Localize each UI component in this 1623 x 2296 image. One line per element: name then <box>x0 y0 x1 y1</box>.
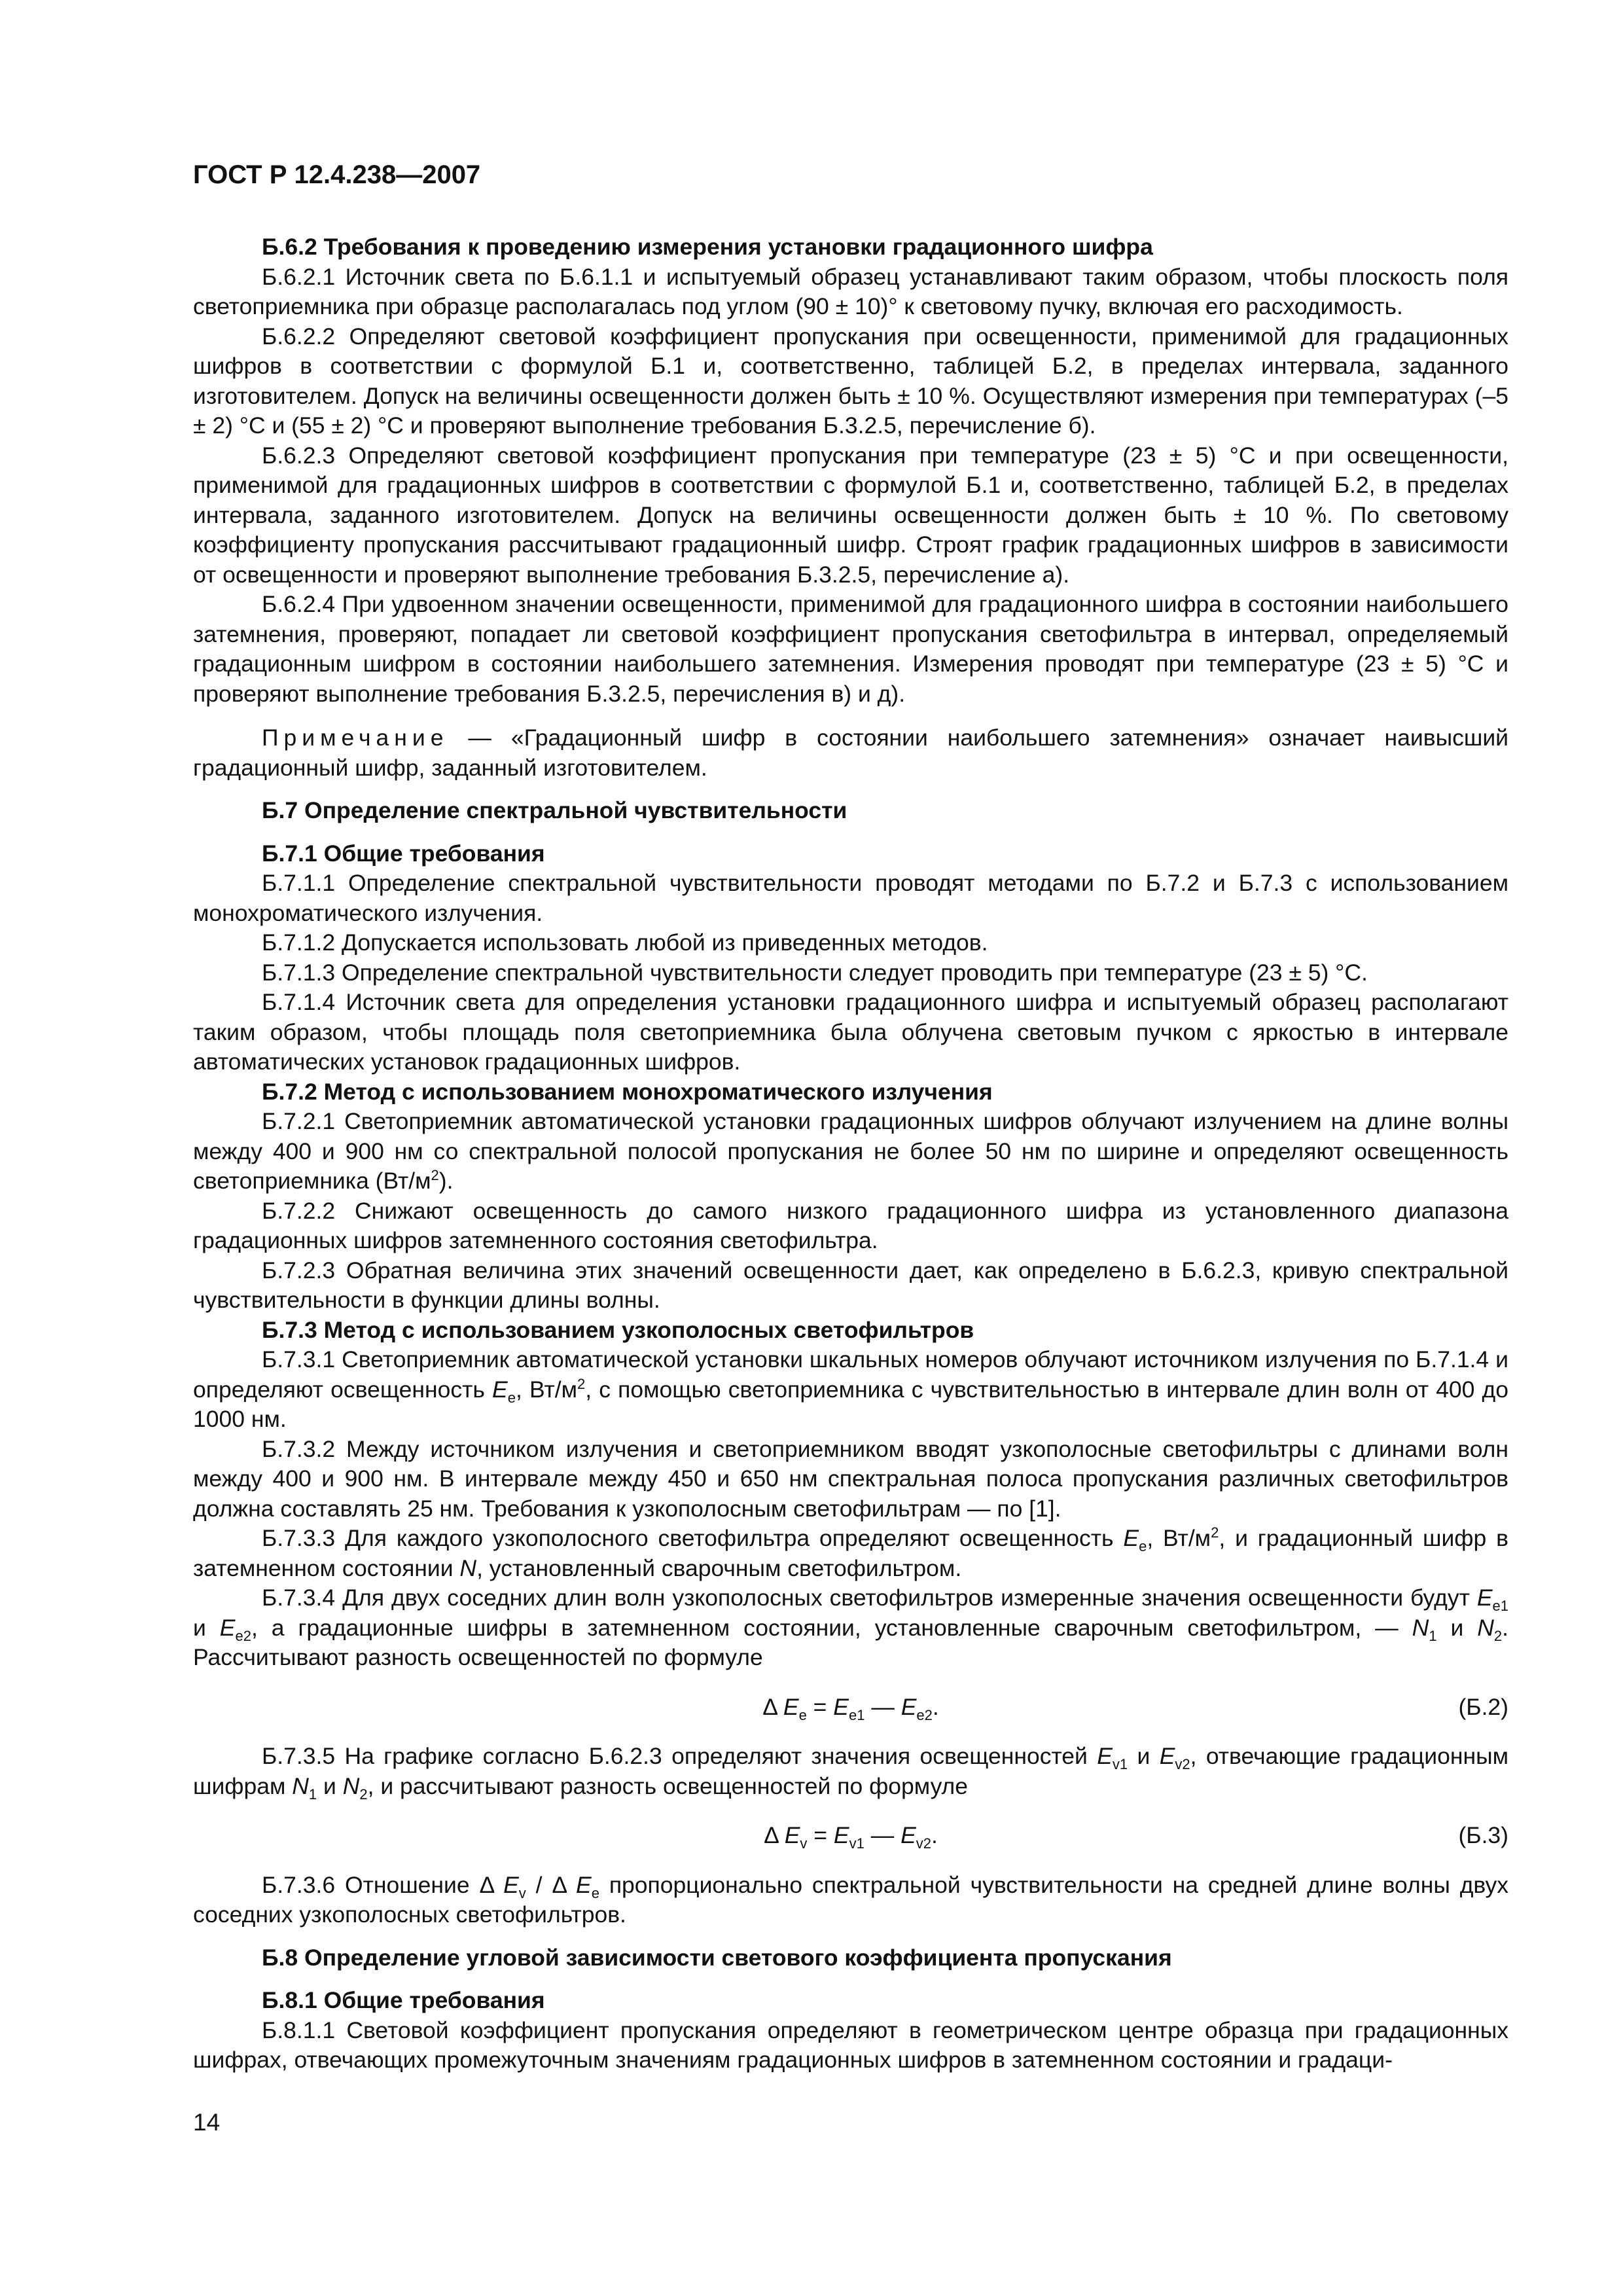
formula-b2-number: (Б.2) <box>1458 1693 1508 1720</box>
paragraph-b721 <box>193 1107 1508 1196</box>
paragraph-b621: Б.6.2.1 Источник света по Б.6.1.1 и испытуемый образец устанавливают таким образом, чтобы плоскость поля светоприемника при образце располагалась под углом (90 ± 10)° к световому пучку, включая его расходимость. <box>193 263 1508 319</box>
heading-b7: Б.7 Определение спектральной чувствительности <box>262 797 847 823</box>
paragraph-b722: Б.7.2.2 Снижают освещенность до самого низкого градационного шифра из установленного диапазона градационных шифров затемненного состояния светофильтра. <box>193 1197 1508 1253</box>
formula-b3-number: (Б.3) <box>1458 1822 1508 1848</box>
paragraph-b735-mid: , отвечающие градационным шифрам <box>193 1743 1508 1799</box>
paragraph-b711: Б.7.1.1 Определение спектральной чувствительности проводят методами по Б.7.2 и Б.7.3 с использованием монохроматического излучения. <box>193 870 1508 926</box>
conjunction: и <box>193 1614 220 1641</box>
note-label: Примечание <box>262 725 449 751</box>
paragraph-b733-mid: , и градационный шифр в затемненном состоянии <box>193 1525 1508 1581</box>
paragraph-b735-text: Б.7.3.5 На графике согласно Б.6.2.3 определяют значения освещенностей <box>262 1743 1097 1769</box>
paragraph-b735: Б.7.3.5 На графике согласно Б.6.2.3 определяют значения освещенностей $E_{v1}$ и $E_{v2}$, отвечающие градационным шифрам $N_1$ и $N_2$, и рассчитывают разность освещенностей по формуле <box>193 1743 1508 1803</box>
formula-b3 <box>193 1821 1508 1851</box>
superscript-2: 2 <box>431 1167 439 1184</box>
formula-b2-expression: Δ $E_e = E_{e1}$ — $E_{e2}$. <box>762 1693 939 1723</box>
paragraph-b736: Б.7.3.6 Отношение Δ $E_v$ / Δ $E_e$ пропорционально спектральной чувствительности на средней длине волны двух соседних узкополосных светофильтров. <box>193 1871 1509 1928</box>
paragraph-b712: Б.7.1.2 Допускается использовать любой из приведенных методов. <box>262 929 988 956</box>
paragraph-b731: Б.7.3.1 Светоприемник автоматической установки шкальных номеров облучают источником излучения по Б.7.1.4 и определяют освещенность $E_e$, $Вт/м^2$, с помощью светоприемника с чувствительностью в интервале длин волн от 400 до 1000 нм. <box>193 1346 1508 1432</box>
paragraph-b734-text: Б.7.3.4 Для двух соседних длин волн узкополосных светофильтров измеренные значения освещенности будут <box>262 1585 1477 1611</box>
paragraph-b622: Б.6.2.2 Определяют световой коэффициент пропускания при освещенности, применимой для градационных шифров в соответствии с формулой Б.1 и, соответственно, таблицей Б.2, в пределах интервала, заданного изготовителем. Допуск на величины освещенности должен быть ± 10 %. Осуществляют измерения при температурах (–5 ± 2) °С и (55 ± 2) °С и проверяют выполнение требования Б.3.2.5, перечисление б). <box>193 323 1508 439</box>
note-text: — «Градационный шифр в состоянии наибольшего затемнения» означает наивысший градационный шифр, заданный изготовителем. <box>193 725 1508 781</box>
paragraph-b623: Б.6.2.3 Определяют световой коэффициент пропускания при температуре (23 ± 5) °С и при освещенности, применимой для градационных шифров в соответствии с формулой Б.1 и, соответственно, таблицей Б.2, в пределах интервала, заданного изготовителем. Допуск на величины освещенности должен быть ± 10 %. По световому коэффициенту пропускания рассчитывают градационный шифр. Строят график градационных шифров в зависимости от освещенности и проверяют выполнение требования Б.3.2.5, перечисление а). <box>193 442 1508 588</box>
paragraph-b736-text: Б.7.3.6 Отношение <box>262 1871 480 1898</box>
paragraph-b733: Б.7.3.3 Для каждого узкополосного светофильтра определяют освещенность $E_e$, $Вт/м^2$, и градационный шифр в затемненном состоянии N, установленный сварочным светофильтром. <box>193 1524 1508 1581</box>
paragraph-b731-end: , с помощью светоприемника с чувствительностью в интервале длин волн от 400 до 1000 нм. <box>193 1376 1508 1432</box>
paragraph-b624: Б.6.2.4 При удвоенном значении освещенности, применимой для градационного шифра в состоянии наибольшего затемнения, проверяют, попадает ли световой коэффициент пропускания светофильтра в интервал, определяемый градационным шифром в состоянии наибольшего затемнения. Измерения проводят при температуре (23 ± 5) °С и проверяют выполнение требования Б.3.2.5, перечисления в) и д). <box>193 591 1508 707</box>
heading-b62: Б.6.2 Требования к проведению измерения установки градационного шифра <box>262 234 1153 260</box>
formula-b2 <box>193 1693 1508 1723</box>
paragraph-b733-text: Б.7.3.3 Для каждого узкополосного светофильтра определяют освещенность <box>262 1525 1124 1551</box>
paragraph-b733-end: , установленный сварочным светофильтром. <box>476 1554 962 1581</box>
paragraph-b721-text: Б.7.2.1 Светоприемник автоматической установки градационных шифров облучают излучением на длине волны между 400 и 900 нм со спектральной полосой пропускания не более 50 нм по ширине и определяют освещенность светоприемника (Вт/м <box>193 1108 1508 1194</box>
paragraph-b731-text: Б.7.3.1 Светоприемник автоматической установки шкальных номеров облучают источником излучения по Б.7.1.4 и определяют освещенность <box>193 1346 1508 1403</box>
paragraph-b736-end: пропорционально спектральной чувствительности на средней длине волны двух соседних узкополосных светофильтров. <box>193 1871 1509 1928</box>
paragraph-b811: Б.8.1.1 Световой коэффициент пропускания определяют в геометрическом центре образца при градационных шифрах, отвечающих промежуточным значениям градационных шифров в затемненном состоянии и градаци- <box>193 2017 1508 2073</box>
paragraph-b734-end: . Рассчитывают разность освещенностей по формуле <box>193 1614 1509 1670</box>
paragraph-b734-mid: , а градационные шифры в затемненном состоянии, установленные сварочным светофильтром, — <box>251 1614 1412 1641</box>
symbol-n: N <box>459 1554 477 1581</box>
paragraph-b733-unit: , Вт/м <box>1147 1525 1211 1551</box>
heading-b71: Б.7.1 Общие требования <box>262 840 545 867</box>
heading-b81: Б.8.1 Общие требования <box>262 1987 545 2013</box>
paragraph-b714: Б.7.1.4 Источник света для определения установки градационного шифра и испытуемый образец располагают таким образом, чтобы площадь поля светоприемника была облучена световым пучком с яркостью в интервале автоматических установок градационных шифров. <box>193 989 1508 1075</box>
paragraph-b735-end: , и рассчитывают разность освещенностей по формуле <box>367 1772 968 1799</box>
document-page <box>193 160 1508 2075</box>
document-id-header: ГОСТ Р 12.4.238—2007 <box>193 160 481 189</box>
paragraph-b721-end: ). <box>438 1168 454 1194</box>
paragraph-b734: Б.7.3.4 Для двух соседних длин волн узкополосных светофильтров измеренные значения освещенности будут $E_{e1}$ и $E_{e2}$, а градационные шифры в затемненном состоянии, установленные сварочным светофильтром, — $N_1$ и $N_2$. Рассчитывают разность освещенностей по формуле <box>193 1585 1509 1670</box>
formula-b3-expression: Δ $E_v = E_{v1}$ — $E_{v2}$. <box>764 1822 938 1852</box>
heading-b72: Б.7.2 Метод с использованием монохроматического излучения <box>262 1078 993 1105</box>
paragraph-b723: Б.7.2.3 Обратная величина этих значений освещенности дает, как определено в Б.6.2.3, кривую спектральной чувствительности в функции длины волны. <box>193 1257 1508 1313</box>
paragraph-b731-unit: , Вт/м <box>515 1376 577 1403</box>
paragraph-b713: Б.7.1.3 Определение спектральной чувствительности следует проводить при температуре (23 ± 5) °С. <box>262 959 1368 986</box>
heading-b8: Б.8 Определение угловой зависимости светового коэффициента пропускания <box>262 1944 1172 1971</box>
paragraph-b732: Б.7.3.2 Между источником излучения и светоприемником вводят узкополосные светофильтры с длинами волн между 400 и 900 нм. В интервале между 450 и 650 нм спектральная полоса пропускания различных светофильтров должна составлять 25 нм. Требования к узкополосным светофильтрам — по [1]. <box>193 1435 1508 1522</box>
page-number: 14 <box>193 2109 221 2136</box>
heading-b73: Б.7.3 Метод с использованием узкополосных светофильтров <box>262 1316 974 1343</box>
note <box>193 723 1508 783</box>
